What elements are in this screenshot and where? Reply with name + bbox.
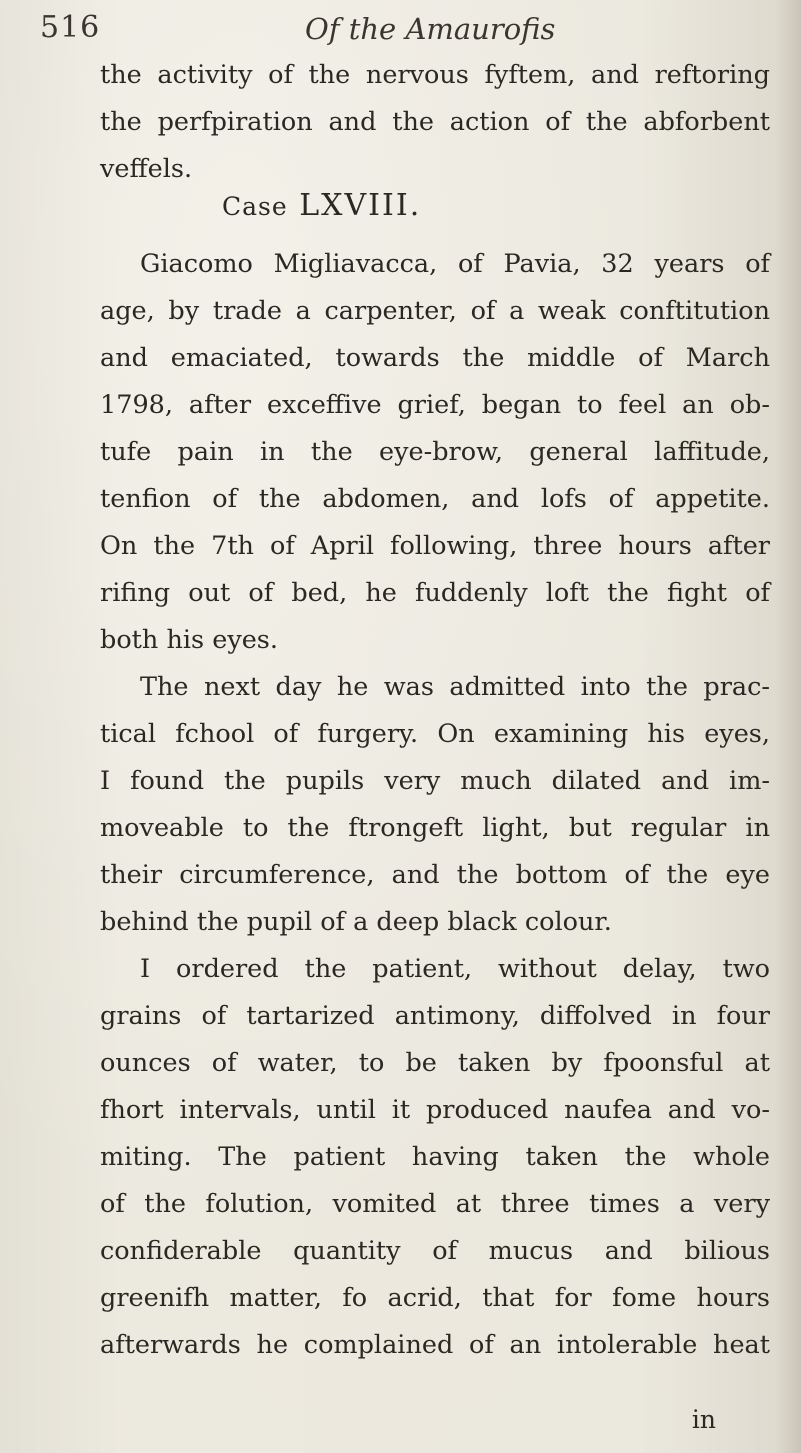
text-line: age, by trade a carpenter, of a weak conftitution xyxy=(100,296,770,326)
text-line: veffels. xyxy=(100,154,193,184)
text-line: moveable to the ftrongeft light, but regular in xyxy=(100,813,770,843)
text-line: On the 7th of April following, three hours after xyxy=(100,531,770,561)
text-line: and emaciated, towards the middle of March xyxy=(100,343,770,373)
text-line: 1798, after exceffive grief, began to feel an ob- xyxy=(100,390,770,420)
running-title: Of the Amaurofis xyxy=(305,12,556,46)
text-line: grains of tartarized antimony, diffolved in four xyxy=(100,1001,770,1031)
text-line: afterwards he complained of an intolerable heat xyxy=(100,1330,770,1360)
page-edge-shadow xyxy=(775,0,801,1453)
catchword: in xyxy=(691,1405,716,1434)
text-line: I found the pupils very much dilated and im- xyxy=(100,766,770,796)
text-line: the activity of the nervous fyftem, and reftoring xyxy=(100,60,770,90)
case-heading-number: LXVIII. xyxy=(299,188,422,223)
text-line: Giacomo Migliavacca, of Pavia, 32 years of xyxy=(140,249,770,279)
text-line: their circumference, and the bottom of the eye xyxy=(100,860,770,890)
text-line: The next day he was admitted into the prac- xyxy=(140,672,770,702)
text-line: I ordered the patient, without delay, two xyxy=(140,954,770,984)
continued-paragraph xyxy=(100,52,770,193)
text-line: tical fchool of furgery. On examining his eyes, xyxy=(100,719,770,749)
text-line: behind the pupil of a deep black colour. xyxy=(100,907,612,937)
text-line: the perfpiration and the action of the abforbent xyxy=(100,107,770,137)
text-line: confiderable quantity of mucus and bilious xyxy=(100,1236,770,1266)
text-line: tufe pain in the eye-brow, general laffitude, xyxy=(100,437,770,467)
running-head xyxy=(40,10,660,50)
case-heading xyxy=(222,188,421,223)
text-line: tenfion of the abdomen, and lofs of appetite. xyxy=(100,484,770,514)
text-line: ounces of water, to be taken by fpoonsful at xyxy=(100,1048,770,1078)
text-line: both his eyes. xyxy=(100,625,279,655)
text-line: greenifh matter, fo acrid, that for fome hours xyxy=(100,1283,770,1313)
page-number: 516 xyxy=(40,10,101,45)
case-body xyxy=(100,240,770,1368)
text-line: of the folution, vomited at three times a very xyxy=(100,1189,770,1219)
text-line: fhort intervals, until it produced naufea and vo- xyxy=(100,1095,770,1125)
case-heading-prefix: Case xyxy=(222,192,288,221)
text-line: rifing out of bed, he fuddenly loft the fight of xyxy=(100,578,770,608)
text-line: miting. The patient having taken the whole xyxy=(100,1142,770,1172)
